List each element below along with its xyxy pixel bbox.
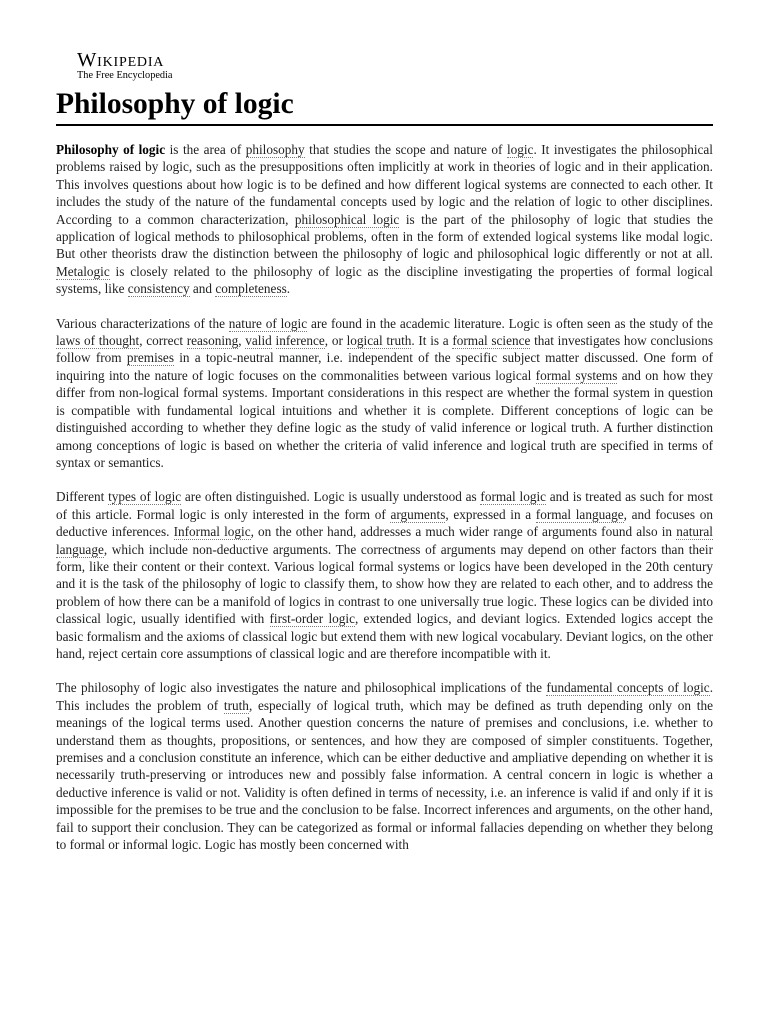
text-run xyxy=(272,333,276,348)
article-link[interactable]: logic xyxy=(506,142,534,157)
article-link[interactable]: formal language xyxy=(535,506,624,522)
text-run: that investigates how conclusions follow from xyxy=(56,333,714,366)
text-run: , correct xyxy=(139,333,187,349)
article-link[interactable]: Metalogic xyxy=(56,263,110,279)
article-link[interactable]: philosophy xyxy=(245,142,305,157)
article-link[interactable]: laws of thought xyxy=(56,333,140,349)
article-link[interactable]: inference xyxy=(275,333,325,349)
paragraph-3 xyxy=(56,488,713,662)
paragraph-4 xyxy=(56,679,713,853)
text-run: in a topic-neutral manner, i.e. independent of the specific subject matter discussed. One form of inquiring into the nature of logic focuses on the commonalities between various logical xyxy=(56,350,713,383)
text-run: , expressed in a xyxy=(445,506,536,522)
article-link[interactable]: Informal logic xyxy=(173,524,251,540)
bold-term: Philosophy of logic xyxy=(56,142,166,157)
logo-wordmark: Wikipedia xyxy=(77,49,165,71)
article-link[interactable]: formal science xyxy=(452,333,531,349)
text-run: are often distinguished. Logic is usually understood as xyxy=(181,489,481,505)
text-run: and is treated as such for most of this article. Formal logic is only interested in the form of xyxy=(56,489,713,522)
article-link[interactable]: natural language xyxy=(56,524,713,557)
text-run: , extended logics, and deviant logics. Extended logics accept the basic formalism and the axioms of classical logic but extend them with new logical vocabulary. Deviant logics, on the other hand, reject certain core assumptions of classical logic and are therefore incompatible with it. xyxy=(56,611,713,661)
article-link[interactable]: formal logic xyxy=(480,489,547,505)
paragraph-2 xyxy=(56,315,713,472)
text-run: The philosophy of logic also investigates the nature and philosophical implications of the xyxy=(56,680,547,696)
text-run: , especially of logical truth, which may be defined as truth depending only on the meanings of the logical terms used. Another question concerns the nature of premises and conclusions, i.e. whether to understand them as thoughts, propositions, or sentences, and how they are composed of simpler constituents. Together, premises and a conclusion constitute an inference, which can be either deductive and ampliative depending on whether it is necessarily truth-preserving or introduces new and possibly false information. A central concern in logic is whether a deductive inference is valid or not. Validity is often defined in terms of necessity, i.e. an inference is valid if and only if it is impossible for the premises to be true and the conclusion to be false. Incorrect inferences and arguments, on the other hand, fail to support their conclusion. They can be categorized as formal or informal fallacies depending on whether they belong to formal or informal logic. Logic has mostly been concerned with xyxy=(56,697,713,853)
article-link[interactable]: premises xyxy=(126,350,174,366)
text-run: is closely related to the philosophy of logic as the discipline investigating the properties of formal logical systems, like xyxy=(56,263,713,297)
article-link[interactable]: valid xyxy=(245,333,272,349)
article-link[interactable]: logical truth xyxy=(346,333,412,349)
article-title: Philosophy of logic xyxy=(56,86,713,126)
article-link[interactable]: completeness xyxy=(215,281,287,297)
text-run: . This includes the problem of xyxy=(56,680,713,713)
article-link[interactable]: first-order logic xyxy=(269,611,355,627)
text-run: . It is a xyxy=(411,333,453,349)
text-run: , on the other hand, addresses a much wider range of arguments found also in xyxy=(250,524,677,540)
text-run: is the part of the philosophy of logic that studies the application of logical methods to philosophical problems, often in the form of extended logical systems like modal logic. But other theorists draw the distinction between the philosophy of logic and philosophical logic differently or not at all. xyxy=(56,211,714,262)
article-link[interactable]: reasoning xyxy=(186,333,239,349)
text-run: and xyxy=(189,281,216,297)
text-run: are found in the academic literature. Logic is often seen as the study of the xyxy=(307,315,713,331)
text-run: , which include non-deductive arguments. The correctness of arguments may depend on other factors than their form, like their content or their context. Various logical formal systems or logics have been developed in the 20th century and it is the task of the philosophy of logic to classify them, to show how they are related to each other, and to address the problem of how there can be a manifold of logics in contrast to one universally true logic. These logics can be divided into classical logic, usually identified with xyxy=(56,541,713,627)
article-link[interactable]: fundamental concepts of logic xyxy=(546,680,710,696)
page xyxy=(56,48,713,870)
article-link[interactable]: formal systems xyxy=(535,367,618,383)
text-run: Various characterizations of the xyxy=(56,315,229,331)
article-link[interactable]: nature of logic xyxy=(228,315,308,331)
logo-tagline: The Free Encyclopedia xyxy=(77,70,173,81)
paragraph-1 xyxy=(56,141,713,298)
text-run: , or xyxy=(324,333,347,349)
text-run: , and focuses on deductive inferences. xyxy=(56,506,713,540)
text-run: is the area of xyxy=(165,142,246,157)
text-run: . It investigates the philosophical problems raised by logic, such as the presuppositions often implicitly at work in theories of logic and in their application. This involves questions about how logic is to be defined and how different logical systems are connected to each other. It includes the study of the nature of the fundamental concepts used by logic and the relation of logic to other disciplines. According to a common characterization, xyxy=(56,142,713,227)
text-run: Different xyxy=(56,489,109,505)
text-run: . xyxy=(286,281,291,297)
article-link[interactable]: consistency xyxy=(127,281,190,297)
wikipedia-logo[interactable] xyxy=(56,48,713,84)
article-body xyxy=(56,141,713,853)
text-run: that studies the scope and nature of xyxy=(304,142,507,157)
text-run: , xyxy=(238,333,246,349)
text-run: and on how they differ from non-logical formal systems. Important considerations in this respect are whether the formal system in question is compatible with fundamental logical intuitions and whether it is complete. Different conceptions of logic can be distinguished according to whether they define logic as the study of valid inference or logical truth. A further distinction among conceptions of logic is based on whether the criteria of valid inference and logical truth are specified in terms of syntax or semantics. xyxy=(56,367,713,470)
article-link[interactable]: types of logic xyxy=(108,489,182,505)
article-link[interactable]: philosophical logic xyxy=(294,211,400,227)
article-link[interactable]: arguments xyxy=(390,506,446,522)
article-link[interactable]: truth xyxy=(223,697,249,713)
